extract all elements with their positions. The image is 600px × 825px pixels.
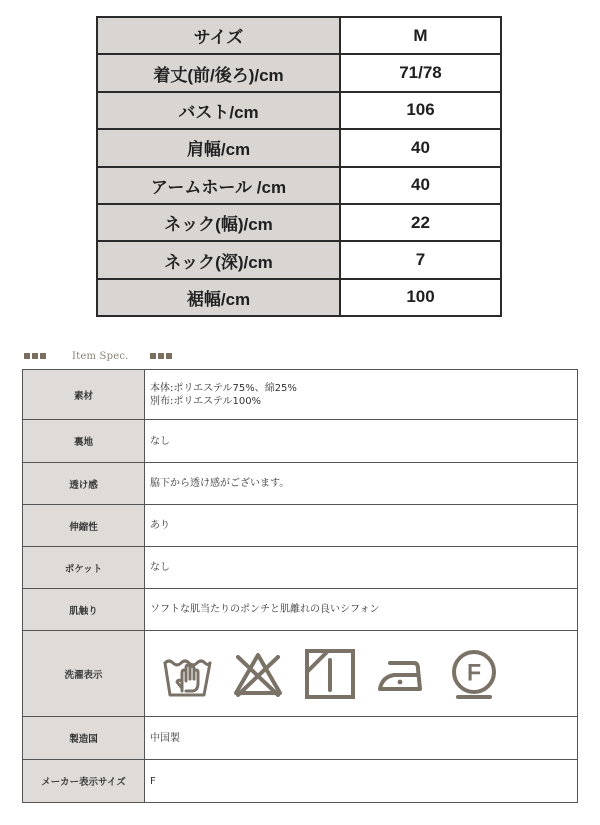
- heading-square-icon: [24, 353, 30, 359]
- spec-row-country: [23, 717, 578, 760]
- spec-row-pocket: [23, 547, 578, 589]
- size-row-value: 7: [340, 241, 501, 278]
- size-row-value: 100: [340, 279, 501, 316]
- size-row-label: 裾幅/cm: [97, 279, 340, 316]
- spec-key: ポケット: [23, 547, 145, 589]
- heading-square-icon: [150, 353, 156, 359]
- size-row-label: 着丈(前/後ろ)/cm: [97, 54, 340, 91]
- spec-value: 中国製: [145, 717, 578, 760]
- size-row-value: 106: [340, 92, 501, 129]
- size-header-label: サイズ: [97, 17, 340, 54]
- spec-value: [145, 631, 578, 717]
- spec-title: Item Spec.: [72, 350, 129, 362]
- size-row: [97, 167, 501, 204]
- heading-square-icon: [158, 353, 164, 359]
- no-bleach-icon: [232, 649, 284, 699]
- size-row-label: ネック(深)/cm: [97, 241, 340, 278]
- heading-square-icon: [166, 353, 172, 359]
- heading-square-icon: [40, 353, 46, 359]
- size-table: [96, 16, 502, 317]
- size-row-value: 22: [340, 204, 501, 241]
- spec-value: 脇下から透け感がございます。: [145, 463, 578, 505]
- size-row-label: アームホール /cm: [97, 167, 340, 204]
- size-row-value: 40: [340, 167, 501, 204]
- size-row-value: 40: [340, 129, 501, 166]
- spec-key: 洗濯表示: [23, 631, 145, 717]
- spec-row-stretch: [23, 505, 578, 547]
- spec-key: 透け感: [23, 463, 145, 505]
- size-row: [97, 204, 501, 241]
- spec-key: 伸縮性: [23, 505, 145, 547]
- spec-value: あり: [145, 505, 578, 547]
- size-row: [97, 129, 501, 166]
- spec-value: ソフトな肌当たりのポンチと肌離れの良いシフォン: [145, 589, 578, 631]
- spec-value-line: 別布:ポリエステル100%: [150, 395, 262, 407]
- spec-value: なし: [145, 547, 578, 589]
- line-dry-shade-icon: [304, 648, 356, 700]
- hand-wash-icon: [162, 649, 212, 699]
- spec-table: [22, 369, 578, 803]
- spec-key: 素材: [23, 370, 145, 420]
- size-table-header-row: [97, 17, 501, 54]
- spec-key: 肌触り: [23, 589, 145, 631]
- spec-row-material: [23, 370, 578, 420]
- dry-clean-letter: F: [467, 659, 481, 685]
- spec-row-care: [23, 631, 578, 717]
- spec-key: メーカー表示サイズ: [23, 760, 145, 803]
- heading-square-icon: [32, 353, 38, 359]
- spec-row-texture: [23, 589, 578, 631]
- size-header-value: M: [340, 17, 501, 54]
- size-row: [97, 54, 501, 91]
- spec-value: F: [145, 760, 578, 803]
- spec-row-lining: [23, 420, 578, 463]
- spec-row-sheerness: [23, 463, 578, 505]
- spec-value: [145, 370, 578, 420]
- spec-value-line: 本体:ポリエステル75%、綿25%: [150, 382, 297, 394]
- size-row-label: 肩幅/cm: [97, 129, 340, 166]
- low-iron-icon: [376, 649, 428, 699]
- dry-clean-f-icon: [448, 648, 500, 700]
- spec-row-maker-size: [23, 760, 578, 803]
- size-row-label: ネック(幅)/cm: [97, 204, 340, 241]
- size-row: [97, 279, 501, 316]
- spec-key: 製造国: [23, 717, 145, 760]
- spec-value: なし: [145, 420, 578, 463]
- size-row-value: 71/78: [340, 54, 501, 91]
- size-row: [97, 92, 501, 129]
- spec-key: 裏地: [23, 420, 145, 463]
- spec-heading: [24, 348, 174, 364]
- size-row: [97, 241, 501, 278]
- size-row-label: バスト/cm: [97, 92, 340, 129]
- care-icons: [150, 648, 577, 700]
